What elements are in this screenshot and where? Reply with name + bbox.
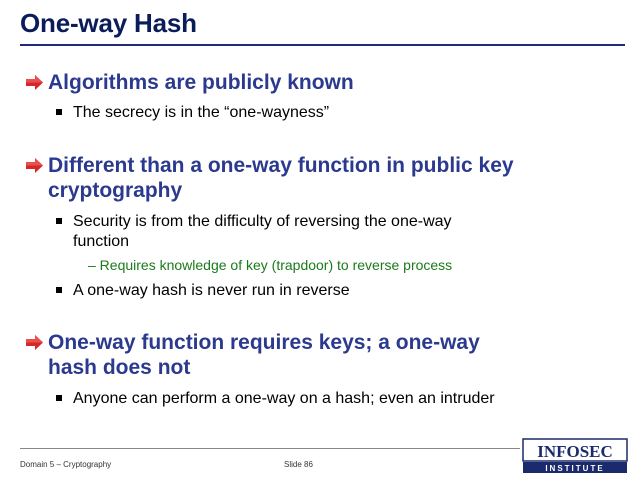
infosec-institute-logo <box>520 437 630 475</box>
bullet-level2 <box>73 103 329 123</box>
red-arrow-icon <box>26 75 43 90</box>
bullet-text-line: hash does not <box>48 356 191 379</box>
bullet-text: The secrecy is in the “one-wayness” <box>73 104 330 121</box>
bullet-text-line: Security is from the difficulty of reversing the one-way <box>73 213 452 230</box>
bullet-level1 <box>48 330 480 380</box>
logo-text-top: INFOSEC <box>537 442 613 461</box>
square-bullet-icon <box>56 395 62 401</box>
bullet-text: Algorithms are publicly known <box>48 71 354 94</box>
red-arrow-icon <box>26 335 43 350</box>
bullet-level2 <box>73 281 350 301</box>
square-bullet-icon <box>56 109 62 115</box>
bullet-text-line: One-way function requires keys; a one-way <box>48 331 480 354</box>
bullet-text: Anyone can perform a one-way on a hash; even an intruder <box>73 390 495 407</box>
bullet-text: – Requires knowledge of key (trapdoor) to reverse process <box>88 257 453 273</box>
bullet-text-line: Different than a one-way function in public key <box>48 154 514 177</box>
bullet-text-line: cryptography <box>48 179 183 202</box>
bullet-level3 <box>88 256 452 274</box>
bullet-level2 <box>73 212 452 252</box>
footer-divider <box>20 448 520 449</box>
logo-text-bottom: INSTITUTE <box>545 464 605 473</box>
bullet-level1 <box>48 70 354 95</box>
square-bullet-icon <box>56 218 62 224</box>
title-underline <box>20 44 625 46</box>
footer-slide-number: Slide 86 <box>284 460 313 469</box>
bullet-level2 <box>73 389 495 409</box>
red-arrow-icon <box>26 158 43 173</box>
footer-domain-label: Domain 5 – Cryptography <box>20 460 112 469</box>
bullet-text: A one-way hash is never run in reverse <box>73 282 350 299</box>
square-bullet-icon <box>56 287 62 293</box>
bullet-level1 <box>48 153 514 203</box>
bullet-text-line: function <box>73 233 130 250</box>
slide-title: One-way Hash <box>20 8 197 38</box>
